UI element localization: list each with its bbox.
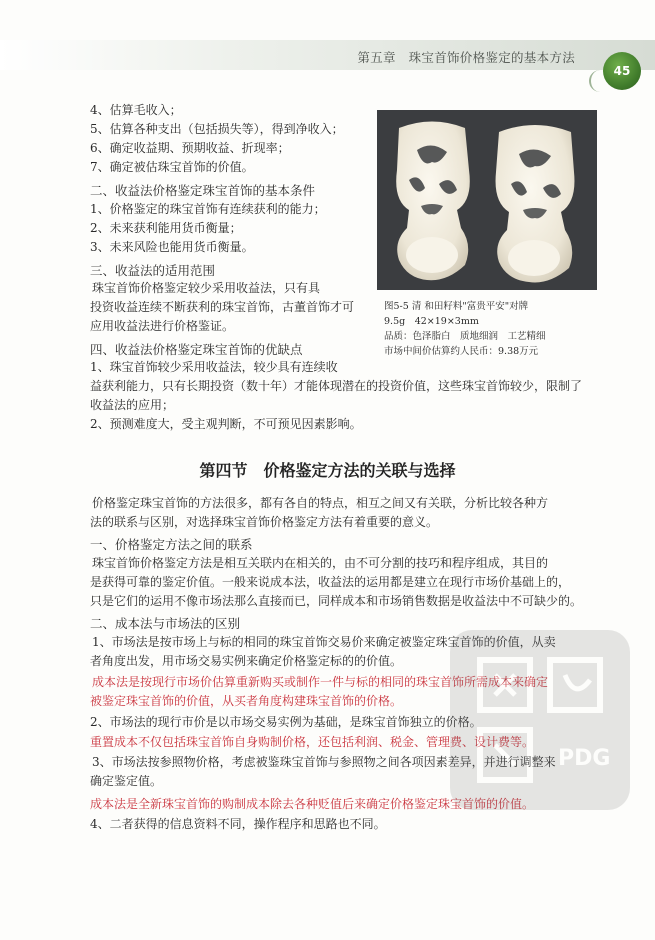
caption-line: 品质：色泽脂白 质地细润 工艺精细 bbox=[384, 331, 546, 342]
caption-line: 市场中间价估算约人民币：9.38万元 bbox=[384, 346, 539, 357]
text-line: 珠宝首饰价格鉴定方法是相互关联内在相关的，由不可分割的技巧和程序组成，其目的 bbox=[92, 556, 549, 570]
text-line: 法的联系与区别，对选择珠宝首饰价格鉴定方法有着重要的意义。 bbox=[90, 515, 439, 529]
text-line: 2、市场法的现行市价是以市场交易实例为基础，是珠宝首饰独立的价格。 bbox=[90, 715, 482, 729]
jade-pendant-illustration bbox=[377, 110, 597, 290]
section4-paragraph bbox=[90, 358, 582, 434]
watermark-seal bbox=[440, 620, 640, 820]
list-item: 7、确定被估珠宝首饰的价值。 bbox=[90, 160, 254, 174]
text-line: 是获得可靠的鉴定价值。一般来说成本法，收益法的运用都是建立在现行市场价基础上的， bbox=[90, 575, 571, 589]
caption-line: 9.5g 42×19×3mm bbox=[384, 316, 479, 327]
text-line: 珠宝首饰价格鉴定较少采用收益法，只有具 bbox=[92, 281, 321, 295]
figure-caption bbox=[384, 299, 546, 359]
text-line: 收益法的应用； bbox=[90, 398, 175, 412]
text-line: 确定鉴定值。 bbox=[90, 774, 163, 788]
pendant-left bbox=[396, 122, 470, 281]
text-line: 价格鉴定珠宝首饰的方法很多，都有各自的特点，相互之间又有关联，分析比较各种方 bbox=[92, 496, 549, 510]
list-item: 2、未来获利能用货币衡量； bbox=[90, 221, 242, 235]
text-line: 投资收益连续不断获利的珠宝首饰，古董首饰才可 bbox=[90, 300, 355, 314]
seal-icon bbox=[440, 620, 640, 820]
text-line: 只是它们的运用不像市场法那么直接而已，同样成本和市场销售数据是收益法中不可缺少的。 bbox=[90, 594, 583, 608]
list-item: 5、估算各种支出（包括损失等），得到净收入； bbox=[90, 122, 344, 136]
section-title: 第四节 价格鉴定方法的关联与选择 bbox=[199, 461, 456, 480]
text-line: 1、珠宝首饰较少采用收益法，较少具有连续收 bbox=[90, 360, 338, 374]
section3-paragraph bbox=[90, 279, 354, 336]
intro-paragraph bbox=[90, 494, 548, 532]
subsection-heading: 一、价格鉴定方法之间的联系 bbox=[90, 537, 253, 552]
text-line: 被鉴定珠宝首饰的价值，从买者角度构建珠宝首饰的价格。 bbox=[90, 694, 403, 708]
section-heading: 三、收益法的适用范围 bbox=[90, 263, 216, 278]
list-top bbox=[90, 101, 344, 177]
jade-pendant-photo bbox=[377, 110, 597, 290]
text-line: 应用收益法进行价格鉴证。 bbox=[90, 319, 235, 333]
text-line: 成本法是按现行市场价估算重新购买或制作一件与标的相同的珠宝首饰所需成本来确定 bbox=[92, 675, 549, 689]
list-item: 4、估算毛收入； bbox=[90, 103, 182, 117]
list-item: 6、确定收益期、预期收益、折现率； bbox=[90, 141, 290, 155]
watermark-text: PDG bbox=[558, 746, 611, 771]
page-number-badge: 45 bbox=[603, 52, 641, 90]
text-line: 4、二者获得的信息资料不同，操作程序和思路也不同。 bbox=[90, 817, 386, 831]
text-line-red: 成本法是全新珠宝首饰的购制成本除去各种贬值后来确定价格鉴定珠宝首饰的价值。 bbox=[90, 797, 535, 811]
chapter-header: 第五章 珠宝首饰价格鉴定的基本方法 bbox=[357, 50, 575, 65]
list-item: 1、价格鉴定的珠宝首饰有连续获利的能力； bbox=[90, 202, 326, 216]
text-line: 1、市场法是按市场上与标的相同的珠宝首饰交易价来确定被鉴定珠宝首饰的价值，从卖 bbox=[92, 635, 556, 649]
text-line-red: 重置成本不仅包括珠宝首饰自身购制价格，还包括利润、税金、管理费、设计费等。 bbox=[90, 735, 535, 749]
text-line: 2、预测难度大，受主观判断，不可预见因素影响。 bbox=[90, 417, 362, 431]
section-heading: 二、收益法价格鉴定珠宝首饰的基本条件 bbox=[90, 183, 316, 198]
paragraph-links bbox=[90, 554, 582, 611]
text-line: 3、市场法按参照物价格，考虑被鉴珠宝首饰与参照物之间各项因素差异，并进行调整来 bbox=[92, 755, 556, 769]
text-line: 者角度出发，用市场交易实例来确定价格鉴定标的的价值。 bbox=[90, 654, 403, 668]
pendant-right bbox=[496, 125, 575, 282]
section2-list bbox=[90, 200, 326, 257]
section-heading: 四、收益法价格鉴定珠宝首饰的优缺点 bbox=[90, 342, 303, 357]
text-line: 益获利能力，只有长期投资（数十年）才能体现潜在的投资价值，这些珠宝首饰较少，限制了 bbox=[90, 379, 583, 393]
subsection-heading: 二、成本法与市场法的区别 bbox=[90, 616, 241, 631]
caption-line: 图5-5 清 和田籽料"富贵平安"对牌 bbox=[384, 301, 529, 312]
list-item: 3、未来风险也能用货币衡量。 bbox=[90, 240, 254, 254]
